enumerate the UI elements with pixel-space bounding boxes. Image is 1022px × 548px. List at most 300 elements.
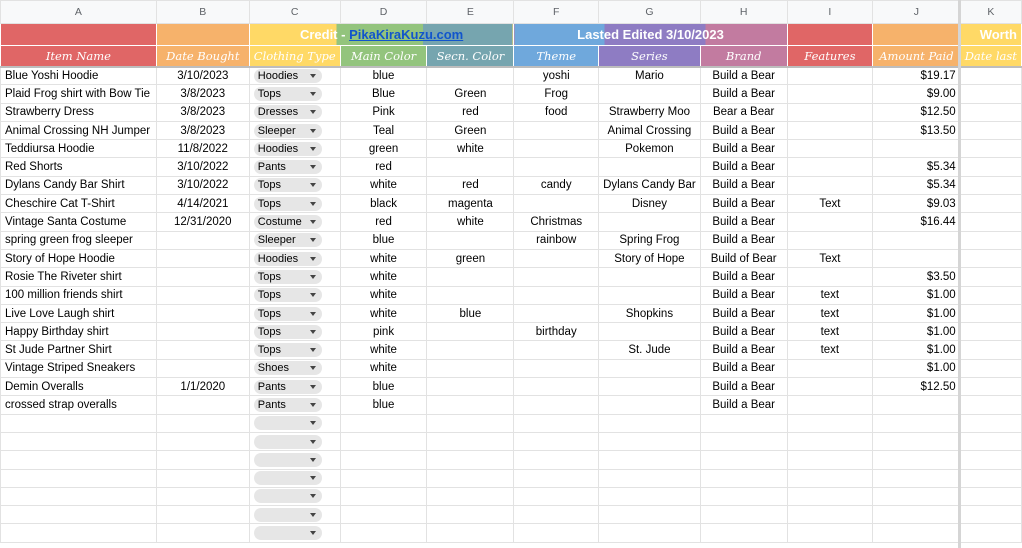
dropdown-arrow-icon[interactable] <box>310 238 316 242</box>
cell-date-bought[interactable]: 3/8/2023 <box>156 103 249 121</box>
header-brand[interactable]: Brand <box>700 46 787 67</box>
cell-secn-color[interactable] <box>427 451 514 469</box>
cell-series[interactable] <box>599 286 701 304</box>
cell-item-name[interactable]: 100 million friends shirt <box>1 286 157 304</box>
cell-amount-paid[interactable]: $9.00 <box>873 85 961 103</box>
cell-series[interactable] <box>599 396 701 414</box>
cell-theme[interactable] <box>514 378 599 396</box>
cell-item-name[interactable]: crossed strap overalls <box>1 396 157 414</box>
clothing-type-dropdown[interactable] <box>254 215 322 229</box>
cell-date-last[interactable] <box>960 268 1021 286</box>
cell-date-last[interactable] <box>960 432 1021 450</box>
cell-date-last[interactable] <box>960 506 1021 524</box>
banner-cell-j[interactable] <box>873 24 961 46</box>
clothing-type-dropdown[interactable] <box>254 288 322 302</box>
cell-theme[interactable] <box>514 451 599 469</box>
cell-date-bought[interactable] <box>156 396 249 414</box>
cell-date-last[interactable] <box>960 359 1021 377</box>
cell-series[interactable]: Mario <box>599 67 701 85</box>
cell-secn-color[interactable]: green <box>427 249 514 267</box>
column-header-e[interactable]: E <box>427 1 514 24</box>
cell-brand[interactable]: Build a Bear <box>700 158 787 176</box>
cell-main-color[interactable]: white <box>340 359 427 377</box>
cell-date-last[interactable] <box>960 67 1021 85</box>
cell-theme[interactable] <box>514 396 599 414</box>
dropdown-arrow-icon[interactable] <box>310 257 316 261</box>
header-series[interactable]: Series <box>599 46 701 67</box>
cell-brand[interactable]: Build a Bear <box>700 323 787 341</box>
cell-features[interactable] <box>787 396 873 414</box>
cell-clothing-type[interactable] <box>249 323 340 341</box>
cell-date-bought[interactable]: 3/10/2023 <box>156 67 249 85</box>
cell-date-last[interactable] <box>960 524 1021 542</box>
cell-amount-paid[interactable]: $5.34 <box>873 158 961 176</box>
cell-secn-color[interactable]: Green <box>427 121 514 139</box>
cell-series[interactable]: Pokemon <box>599 140 701 158</box>
dropdown-arrow-icon[interactable] <box>310 440 316 444</box>
cell-main-color[interactable]: Blue <box>340 85 427 103</box>
cell-series[interactable] <box>599 323 701 341</box>
cell-theme[interactable]: Christmas <box>514 213 599 231</box>
cell-main-color[interactable]: blue <box>340 67 427 85</box>
cell-brand[interactable]: Build a Bear <box>700 213 787 231</box>
clothing-type-dropdown[interactable] <box>254 252 322 266</box>
cell-secn-color[interactable] <box>427 396 514 414</box>
cell-date-last[interactable] <box>960 121 1021 139</box>
cell-brand[interactable]: Build a Bear <box>700 195 787 213</box>
clothing-type-dropdown[interactable] <box>254 380 322 394</box>
dropdown-arrow-icon[interactable] <box>310 92 316 96</box>
cell-theme[interactable]: rainbow <box>514 231 599 249</box>
cell-features[interactable] <box>787 268 873 286</box>
cell-clothing-type[interactable] <box>249 268 340 286</box>
cell-series[interactable]: Disney <box>599 195 701 213</box>
column-header-f[interactable]: F <box>514 1 599 24</box>
clothing-type-dropdown[interactable] <box>254 453 322 467</box>
clothing-type-dropdown[interactable] <box>254 325 322 339</box>
dropdown-arrow-icon[interactable] <box>310 494 316 498</box>
cell-clothing-type[interactable] <box>249 469 340 487</box>
cell-date-bought[interactable]: 11/8/2022 <box>156 140 249 158</box>
cell-secn-color[interactable]: red <box>427 103 514 121</box>
dropdown-arrow-icon[interactable] <box>310 183 316 187</box>
cell-date-last[interactable] <box>960 341 1021 359</box>
dropdown-arrow-icon[interactable] <box>310 330 316 334</box>
dropdown-arrow-icon[interactable] <box>310 531 316 535</box>
clothing-type-dropdown[interactable] <box>254 233 322 247</box>
column-header-g[interactable]: G <box>599 1 701 24</box>
cell-secn-color[interactable] <box>427 378 514 396</box>
cell-clothing-type[interactable] <box>249 67 340 85</box>
cell-date-bought[interactable] <box>156 432 249 450</box>
cell-amount-paid[interactable]: $12.50 <box>873 103 961 121</box>
cell-series[interactable]: Shopkins <box>599 304 701 322</box>
cell-date-last[interactable] <box>960 195 1021 213</box>
cell-secn-color[interactable] <box>427 469 514 487</box>
cell-date-bought[interactable]: 1/1/2020 <box>156 378 249 396</box>
cell-brand[interactable] <box>700 414 787 432</box>
cell-main-color[interactable]: red <box>340 158 427 176</box>
cell-theme[interactable] <box>514 268 599 286</box>
clothing-type-dropdown[interactable] <box>254 435 322 449</box>
cell-amount-paid[interactable]: $1.00 <box>873 359 961 377</box>
clothing-type-dropdown[interactable] <box>254 343 322 357</box>
cell-item-name[interactable]: St Jude Partner Shirt <box>1 341 157 359</box>
cell-series[interactable]: Animal Crossing <box>599 121 701 139</box>
cell-features[interactable] <box>787 378 873 396</box>
cell-date-bought[interactable]: 12/31/2020 <box>156 213 249 231</box>
cell-secn-color[interactable]: magenta <box>427 195 514 213</box>
cell-brand[interactable]: Build a Bear <box>700 378 787 396</box>
worth-cell[interactable]: Worth <box>960 24 1021 46</box>
cell-item-name[interactable]: Teddiursa Hoodie <box>1 140 157 158</box>
cell-clothing-type[interactable] <box>249 103 340 121</box>
cell-theme[interactable] <box>514 414 599 432</box>
cell-clothing-type[interactable] <box>249 506 340 524</box>
clothing-type-dropdown[interactable] <box>254 416 322 430</box>
cell-clothing-type[interactable] <box>249 487 340 505</box>
cell-main-color[interactable]: red <box>340 213 427 231</box>
column-header-d[interactable]: D <box>340 1 427 24</box>
cell-date-last[interactable] <box>960 85 1021 103</box>
cell-features[interactable]: text <box>787 286 873 304</box>
cell-brand[interactable]: Build a Bear <box>700 304 787 322</box>
cell-clothing-type[interactable] <box>249 359 340 377</box>
cell-theme[interactable] <box>514 469 599 487</box>
cell-amount-paid[interactable] <box>873 396 961 414</box>
cell-secn-color[interactable] <box>427 286 514 304</box>
cell-series[interactable] <box>599 487 701 505</box>
clothing-type-dropdown[interactable] <box>254 307 322 321</box>
cell-date-bought[interactable] <box>156 506 249 524</box>
header-clothing-type[interactable]: Clothing Type <box>249 46 340 67</box>
header-item-name[interactable]: Item Name <box>1 46 157 67</box>
cell-theme[interactable] <box>514 286 599 304</box>
cell-main-color[interactable]: Pink <box>340 103 427 121</box>
cell-series[interactable]: Story of Hope <box>599 249 701 267</box>
cell-main-color[interactable]: blue <box>340 378 427 396</box>
banner-cell-i[interactable] <box>787 24 873 46</box>
cell-amount-paid[interactable] <box>873 231 961 249</box>
cell-item-name[interactable] <box>1 432 157 450</box>
cell-features[interactable] <box>787 432 873 450</box>
cell-amount-paid[interactable] <box>873 451 961 469</box>
cell-clothing-type[interactable] <box>249 231 340 249</box>
cell-brand[interactable]: Build a Bear <box>700 176 787 194</box>
cell-date-bought[interactable] <box>156 469 249 487</box>
cell-amount-paid[interactable]: $13.50 <box>873 121 961 139</box>
dropdown-arrow-icon[interactable] <box>310 421 316 425</box>
cell-features[interactable] <box>787 414 873 432</box>
cell-series[interactable] <box>599 524 701 542</box>
credit-cell[interactable] <box>249 24 514 46</box>
clothing-type-dropdown[interactable] <box>254 105 322 119</box>
dropdown-arrow-icon[interactable] <box>310 202 316 206</box>
cell-features[interactable] <box>787 213 873 231</box>
cell-features[interactable] <box>787 103 873 121</box>
cell-item-name[interactable] <box>1 451 157 469</box>
cell-brand[interactable] <box>700 432 787 450</box>
cell-series[interactable] <box>599 158 701 176</box>
last-edited-cell[interactable]: Lasted Edited 3/10/2023 <box>514 24 787 46</box>
cell-item-name[interactable] <box>1 524 157 542</box>
cell-main-color[interactable]: green <box>340 140 427 158</box>
cell-date-bought[interactable]: 3/10/2022 <box>156 158 249 176</box>
dropdown-arrow-icon[interactable] <box>310 312 316 316</box>
dropdown-arrow-icon[interactable] <box>310 385 316 389</box>
cell-theme[interactable]: yoshi <box>514 67 599 85</box>
cell-series[interactable] <box>599 359 701 377</box>
cell-date-last[interactable] <box>960 451 1021 469</box>
cell-date-last[interactable] <box>960 396 1021 414</box>
cell-item-name[interactable]: Vintage Striped Sneakers <box>1 359 157 377</box>
cell-date-last[interactable] <box>960 323 1021 341</box>
cell-main-color[interactable]: white <box>340 341 427 359</box>
cell-theme[interactable] <box>514 432 599 450</box>
cell-series[interactable] <box>599 378 701 396</box>
cell-features[interactable] <box>787 506 873 524</box>
cell-amount-paid[interactable] <box>873 524 961 542</box>
dropdown-arrow-icon[interactable] <box>310 165 316 169</box>
cell-secn-color[interactable]: white <box>427 213 514 231</box>
cell-main-color[interactable] <box>340 469 427 487</box>
cell-item-name[interactable]: Story of Hope Hoodie <box>1 249 157 267</box>
cell-features[interactable]: text <box>787 304 873 322</box>
cell-features[interactable]: text <box>787 323 873 341</box>
cell-date-last[interactable] <box>960 414 1021 432</box>
cell-secn-color[interactable] <box>427 524 514 542</box>
cell-date-last[interactable] <box>960 487 1021 505</box>
cell-main-color[interactable] <box>340 414 427 432</box>
dropdown-arrow-icon[interactable] <box>310 129 316 133</box>
cell-amount-paid[interactable] <box>873 432 961 450</box>
dropdown-arrow-icon[interactable] <box>310 74 316 78</box>
clothing-type-dropdown[interactable] <box>254 508 322 522</box>
cell-theme[interactable] <box>514 195 599 213</box>
cell-date-bought[interactable] <box>156 487 249 505</box>
cell-features[interactable]: Text <box>787 249 873 267</box>
cell-clothing-type[interactable] <box>249 396 340 414</box>
header-theme[interactable]: Theme <box>514 46 599 67</box>
cell-amount-paid[interactable] <box>873 469 961 487</box>
cell-amount-paid[interactable]: $3.50 <box>873 268 961 286</box>
cell-series[interactable] <box>599 414 701 432</box>
cell-clothing-type[interactable] <box>249 85 340 103</box>
clothing-type-dropdown[interactable] <box>254 489 322 503</box>
dropdown-arrow-icon[interactable] <box>310 403 316 407</box>
cell-brand[interactable] <box>700 451 787 469</box>
cell-main-color[interactable] <box>340 506 427 524</box>
cell-item-name[interactable]: Rosie The Riveter shirt <box>1 268 157 286</box>
clothing-type-dropdown[interactable] <box>254 398 322 412</box>
cell-main-color[interactable]: white <box>340 176 427 194</box>
clothing-type-dropdown[interactable] <box>254 270 322 284</box>
cell-series[interactable] <box>599 268 701 286</box>
cell-date-bought[interactable] <box>156 231 249 249</box>
dropdown-arrow-icon[interactable] <box>310 147 316 151</box>
cell-item-name[interactable]: Cheschire Cat T-Shirt <box>1 195 157 213</box>
column-header-a[interactable]: A <box>1 1 157 24</box>
cell-clothing-type[interactable] <box>249 249 340 267</box>
cell-date-bought[interactable]: 3/10/2022 <box>156 176 249 194</box>
cell-item-name[interactable]: Animal Crossing NH Jumper <box>1 121 157 139</box>
cell-date-last[interactable] <box>960 103 1021 121</box>
cell-brand[interactable] <box>700 524 787 542</box>
cell-series[interactable] <box>599 213 701 231</box>
cell-item-name[interactable]: Dylans Candy Bar Shirt <box>1 176 157 194</box>
cell-brand[interactable] <box>700 469 787 487</box>
cell-features[interactable] <box>787 451 873 469</box>
cell-theme[interactable] <box>514 506 599 524</box>
dropdown-arrow-icon[interactable] <box>310 220 316 224</box>
cell-brand[interactable]: Build a Bear <box>700 231 787 249</box>
clothing-type-dropdown[interactable] <box>254 160 322 174</box>
cell-main-color[interactable] <box>340 487 427 505</box>
cell-series[interactable]: St. Jude <box>599 341 701 359</box>
cell-features[interactable] <box>787 524 873 542</box>
cell-theme[interactable] <box>514 249 599 267</box>
cell-secn-color[interactable]: white <box>427 140 514 158</box>
header-date-bought[interactable]: Date Bought <box>156 46 249 67</box>
cell-amount-paid[interactable]: $16.44 <box>873 213 961 231</box>
cell-features[interactable] <box>787 121 873 139</box>
cell-clothing-type[interactable] <box>249 432 340 450</box>
clothing-type-dropdown[interactable] <box>254 142 322 156</box>
cell-date-bought[interactable] <box>156 323 249 341</box>
cell-secn-color[interactable] <box>427 359 514 377</box>
cell-clothing-type[interactable] <box>249 378 340 396</box>
cell-features[interactable] <box>787 67 873 85</box>
clothing-type-dropdown[interactable] <box>254 197 322 211</box>
cell-date-last[interactable] <box>960 286 1021 304</box>
cell-features[interactable]: text <box>787 341 873 359</box>
cell-theme[interactable] <box>514 487 599 505</box>
cell-amount-paid[interactable]: $1.00 <box>873 286 961 304</box>
cell-item-name[interactable]: Strawberry Dress <box>1 103 157 121</box>
clothing-type-dropdown[interactable] <box>254 361 322 375</box>
cell-secn-color[interactable]: red <box>427 176 514 194</box>
header-secn-color[interactable]: Secn. Color <box>427 46 514 67</box>
clothing-type-dropdown[interactable] <box>254 526 322 540</box>
cell-amount-paid[interactable]: $5.34 <box>873 176 961 194</box>
cell-item-name[interactable] <box>1 469 157 487</box>
cell-features[interactable] <box>787 140 873 158</box>
dropdown-arrow-icon[interactable] <box>310 348 316 352</box>
cell-clothing-type[interactable] <box>249 524 340 542</box>
cell-secn-color[interactable]: blue <box>427 304 514 322</box>
cell-secn-color[interactable] <box>427 414 514 432</box>
cell-item-name[interactable] <box>1 506 157 524</box>
cell-brand[interactable] <box>700 506 787 524</box>
cell-features[interactable] <box>787 158 873 176</box>
cell-main-color[interactable]: blue <box>340 396 427 414</box>
cell-item-name[interactable] <box>1 414 157 432</box>
cell-amount-paid[interactable]: $1.00 <box>873 341 961 359</box>
cell-series[interactable] <box>599 451 701 469</box>
cell-brand[interactable]: Build a Bear <box>700 341 787 359</box>
cell-brand[interactable]: Build a Bear <box>700 286 787 304</box>
cell-main-color[interactable]: Teal <box>340 121 427 139</box>
cell-date-last[interactable] <box>960 304 1021 322</box>
dropdown-arrow-icon[interactable] <box>310 366 316 370</box>
cell-series[interactable] <box>599 469 701 487</box>
cell-date-bought[interactable]: 3/8/2023 <box>156 121 249 139</box>
cell-theme[interactable] <box>514 140 599 158</box>
dropdown-arrow-icon[interactable] <box>310 293 316 297</box>
cell-brand[interactable]: Build a Bear <box>700 396 787 414</box>
clothing-type-dropdown[interactable] <box>254 471 322 485</box>
cell-theme[interactable]: birthday <box>514 323 599 341</box>
header-date-last[interactable]: Date last <box>960 46 1021 67</box>
cell-secn-color[interactable] <box>427 231 514 249</box>
cell-brand[interactable]: Bear a Bear <box>700 103 787 121</box>
cell-main-color[interactable]: white <box>340 268 427 286</box>
cell-series[interactable]: Spring Frog <box>599 231 701 249</box>
cell-date-last[interactable] <box>960 140 1021 158</box>
cell-main-color[interactable]: white <box>340 249 427 267</box>
cell-amount-paid[interactable]: $19.17 <box>873 67 961 85</box>
credit-link[interactable]: PikaKiraKuzu.com <box>349 27 464 42</box>
cell-brand[interactable]: Build a Bear <box>700 140 787 158</box>
cell-series[interactable]: Strawberry Moo <box>599 103 701 121</box>
cell-brand[interactable]: Build a Bear <box>700 67 787 85</box>
cell-secn-color[interactable] <box>427 432 514 450</box>
cell-brand[interactable]: Build of Bear <box>700 249 787 267</box>
cell-date-bought[interactable] <box>156 249 249 267</box>
cell-secn-color[interactable] <box>427 158 514 176</box>
cell-features[interactable] <box>787 359 873 377</box>
cell-theme[interactable] <box>514 341 599 359</box>
clothing-type-dropdown[interactable] <box>254 69 322 83</box>
cell-main-color[interactable]: blue <box>340 231 427 249</box>
cell-theme[interactable]: Frog <box>514 85 599 103</box>
cell-amount-paid[interactable] <box>873 487 961 505</box>
cell-date-bought[interactable] <box>156 304 249 322</box>
cell-series[interactable] <box>599 432 701 450</box>
cell-main-color[interactable] <box>340 451 427 469</box>
cell-date-bought[interactable] <box>156 414 249 432</box>
header-features[interactable]: Features <box>787 46 873 67</box>
dropdown-arrow-icon[interactable] <box>310 476 316 480</box>
cell-theme[interactable] <box>514 359 599 377</box>
cell-clothing-type[interactable] <box>249 414 340 432</box>
cell-date-bought[interactable]: 3/8/2023 <box>156 85 249 103</box>
cell-date-bought[interactable] <box>156 524 249 542</box>
cell-features[interactable] <box>787 469 873 487</box>
cell-item-name[interactable]: Red Shorts <box>1 158 157 176</box>
cell-date-last[interactable] <box>960 469 1021 487</box>
dropdown-arrow-icon[interactable] <box>310 275 316 279</box>
header-amount-paid[interactable]: Amount Paid <box>873 46 961 67</box>
cell-item-name[interactable]: Plaid Frog shirt with Bow Tie <box>1 85 157 103</box>
cell-features[interactable]: Text <box>787 195 873 213</box>
cell-clothing-type[interactable] <box>249 451 340 469</box>
dropdown-arrow-icon[interactable] <box>310 513 316 517</box>
cell-main-color[interactable]: white <box>340 304 427 322</box>
cell-main-color[interactable]: pink <box>340 323 427 341</box>
cell-amount-paid[interactable] <box>873 140 961 158</box>
cell-series[interactable] <box>599 506 701 524</box>
cell-main-color[interactable]: black <box>340 195 427 213</box>
banner-cell-a[interactable] <box>1 24 157 46</box>
cell-theme[interactable]: food <box>514 103 599 121</box>
cell-features[interactable] <box>787 176 873 194</box>
cell-date-last[interactable] <box>960 249 1021 267</box>
cell-secn-color[interactable] <box>427 341 514 359</box>
cell-theme[interactable]: candy <box>514 176 599 194</box>
dropdown-arrow-icon[interactable] <box>310 110 316 114</box>
cell-secn-color[interactable] <box>427 268 514 286</box>
